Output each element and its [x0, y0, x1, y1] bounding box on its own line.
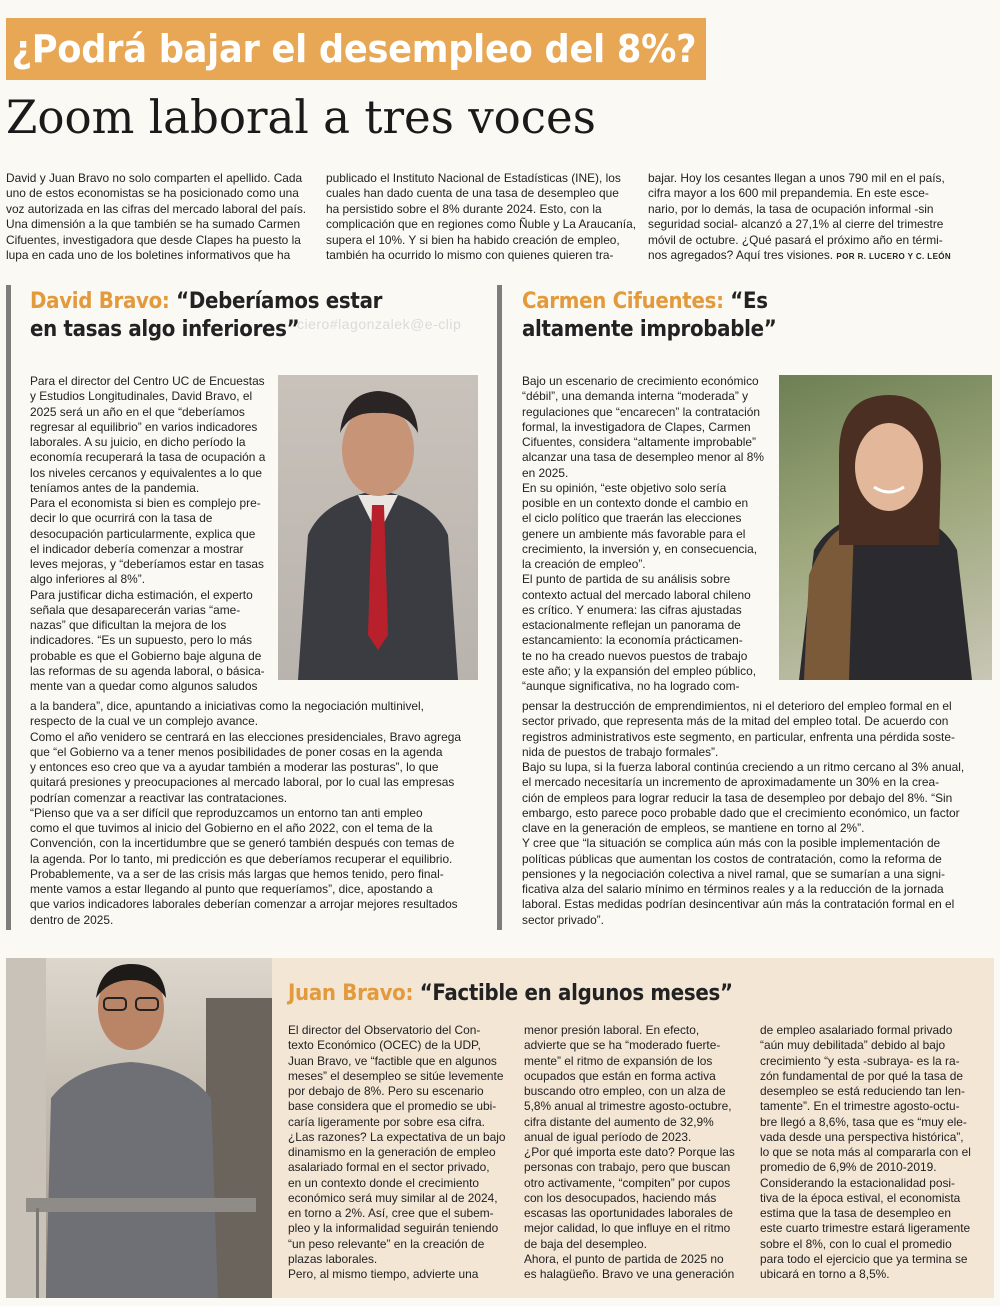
- carmen-text-wide: pensar la destrucción de emprendimientos, ni el deterioro del empleo formal en el sector privado, que representa más de la mitad del empleo total. De acuerdo con registros administrativos este segmento, en particular, enfrenta una pérdida soste- nida de puestos de trabajo formales”. Bajo su lupa, si la fuerza laboral continúa creciendo a un ritmo cercano al 3% anual, el mercado necesitaría un incremento de aproximadamente un 30% en la crea- ción de empleos para lograr reducir la tasa de desempleo por debajo del 8%. “Sin embargo, esto parece poco probable dado que el crecimiento económico, un factor clave en la generación de empleos, se mantiene en torno al 2%”. Y cree que “la situación se complica aún más con la posible implementación de políticas públicas que aumentan los costos de contratación, como la reforma de pensiones y la negociación colectiva a nivel ramal, que se sumarían a una signi- ficativa alza del salario mínimo en términos reales y a la reducción de la jornada laboral. Estas medidas podrían desincentivar aún más la contratación formal en el sector privado”.: [522, 699, 965, 927]
- carmen-name: Carmen Cifuentes:: [522, 289, 724, 314]
- juan-text-col1: El director del Observatorio del Con- texto Económico (OCEC) de la UDP, Juan Bravo, ve “factible que en algunos meses” el desempleo se sitúe levemente por debajo de 8%. Pero su escenario base considera que el promedio se ubi- caría ligeramente por sobre esa cifra. ¿Las razones? La expectativa de un bajo dinamismo en la generación de empleo asalariado formal en el sector privado, en un contexto donde el crecimiento económico será muy similar al de 2024, en torno a 2%. Así, cree que el subem- pleo y la informalidad seguirán teniendo “un peso relevante” en la creación de plazas laborales. Pero, al mismo tiempo, advierte una: [288, 1023, 506, 1281]
- carmen-text-narrow: Bajo un escenario de crecimiento económico “débil”, una demanda interna “moderada” y regulaciones que “encarecen” la contratación formal, la investigadora de Clapes, Carmen Cifuentes, considera “altamente improbable” alcanzar una tasa de desempleo menor al 8% en 2025. En su opinión, “este objetivo solo sería posible en un contexto donde el cambio en el ciclo político que traerán las elecciones genere un ambiente más favorable para el crecimiento, la inversión y, en consecuencia, la creación de empleo”. El punto de partida de su análisis sobre contexto actual del mercado laboral chileno es crítico. Y enumera: las cifras ajustadas estacionalmente reflejan un panorama de estancamiento: la economía prácticamen- te no ha creado nuevos puestos de trabajo este año; y la expansión del empleo público, “aunque significativa, no ha logrado com-: [522, 374, 764, 693]
- intro-column-1: [6, 171, 316, 263]
- intro-text-2: publicado el Instituto Nacional de Estadísticas (INE), los cuales han dado cuenta de una tasa de desempleo que ha persistido sobre el 8% durante 2024. Esto, con la complicación que en regiones como Ñuble y La Araucanía, supera el 10%. Y si bien ha habido creación de empleo, también ha ocurrido lo mismo con quienes quieren tra-: [326, 171, 637, 263]
- byline: POR R. LUCERO Y C. LEÓN: [836, 252, 952, 262]
- david-quote: “Deberíamos estar en tasas algo inferiores”: [30, 289, 383, 342]
- carmen-cifuentes-photo: [779, 375, 992, 680]
- section-rule-david: [6, 285, 11, 930]
- intro-column-3: [648, 171, 996, 264]
- section-title-david: [30, 288, 490, 344]
- kicker-banner: ¿Podrá bajar el desempleo del 8%?: [6, 18, 706, 80]
- juan-bravo-photo: [6, 958, 272, 1298]
- david-text-wide: a la bandera”, dice, apuntando a iniciativas como la negociación multinivel, respecto de la cual ve un complejo avance. Como el año venidero se centrará en las elecciones presidenciales, Bravo agrega que “el Gobierno va a tener menos posibilidades de poner cosas en la agenda y entonces eso creo que va a ayudar también a moderar las posturas”, lo que quitará presiones y preocupaciones al mercado laboral, por lo cual las empresas podrían comenzar a reactivar las contrataciones. “Pienso que va a ser difícil que reproduzcamos un entorno tan anti empleo como el que tuvimos al inicio del Gobierno en el año 2022, con el tema de la Convención, con la incertidumbre que se generó también después con temas de la agenda. Por lo tanto, mi predicción es que deberíamos recuperar el equilibrio. Probablemente, va a ser de las crisis más largas que hemos tenido, pero final- mente vamos a estar llegando al punto que requeríamos”, dice, apostando a que varios indicadores laborales deberían comenzar a arrojar mejores resultados dentro de 2025.: [30, 699, 461, 927]
- carmen-quote: “Es altamente improbable”: [522, 289, 777, 342]
- section-title-juan: [288, 980, 988, 1008]
- section-title-carmen: [522, 288, 992, 344]
- intro-text-1: David y Juan Bravo no solo comparten el apellido. Cada uno de estos economistas se ha posicionado como una voz autorizada en las cifras del mercado laboral del país. Una dimensión a la que también se ha sumado Carmen Cifuentes, investigadora que desde Clapes ha puesto la lupa en cada uno de los boletines informativos que ha: [6, 171, 307, 263]
- juan-quote: “Factible en algunos meses”: [413, 981, 733, 1006]
- juan-text-col2: menor presión laboral. En efecto, advierte que se ha “moderado fuerte- mente” el ritmo de expansión de los ocupados que están en forma activa buscando otro empleo, con un alza de 5,8% anual al trimestre agosto-octubre, cifra distante del aumento de 32,9% anual de igual período de 2023. ¿Por qué importa este dato? Porque las personas con trabajo, pero que buscan otro activamente, “compiten” por cupos con los desocupados, haciendo más escasas las oportunidades laborales de mejor calidad, lo que influye en el ritmo de baja del desempleo. Ahora, el punto de partida de 2025 no es halagüeño. Bravo ve una generación: [524, 1023, 735, 1281]
- intro-column-2: [326, 171, 636, 263]
- david-text-narrow: Para el director del Centro UC de Encuestas y Estudios Longitudinales, David Bravo, el 2025 será un año en el que “deberíamos regresar al equilibrio” en varios indicadores laborales. A su juicio, en dicho período la economía recuperará la tasa de ocupación a los niveles cercanos y equivalentes a lo que teníamos antes de la pandemia. Para el economista si bien es complejo pre- decir lo que ocurrirá con la tasa de desocupación particularmente, explica que el indicador debería comenzar a mostrar leves mejoras, y “deberíamos estar en tasas algo inferiores al 8%”. Para justificar dicha estimación, el experto señala que desaparecerán varias “ame- nazas” que dificultan la mejora de los indicadores. “Es un supuesto, pero lo más probable es que el Gobierno baje alguna de las reformas de su agenda laboral, o básica- mente van a quedar como algunos saludos: [30, 374, 266, 693]
- david-name: David Bravo:: [30, 289, 170, 314]
- juan-text-col3: de empleo asalariado formal privado “aún muy debilitada” debido al bajo crecimiento “y esta -subraya- es la ra- zón fundamental de por qué la tasa de desempleo se está reduciendo tan len- tamente”. En el trimestre agosto-octu- bre llegó a 8,6%, tasa que es “muy ele- vada desde una perspectiva histórica”, lo que se nota más al compararla con el promedio de 6,9% de 2010-2019. Considerando la estacionalidad posi- tiva de la época estival, el economista estima que la tasa de desempleo en este cuarto trimestre estará ligeramente sobre el 8%, con lo cual el promedio para todo el ejercicio que ya termina se ubicará en torno a 8,5%.: [760, 1023, 971, 1281]
- watermark: ciero#lagonzalek@e-clip: [297, 316, 462, 332]
- headline: Zoom laboral a tres voces: [6, 90, 596, 144]
- intro-text-3: bajar. Hoy los cesantes llegan a unos 790 mil en el país, cifra mayor a los 600 mil prepandemia. En este esce- nario, por lo demás, la tasa de ocupación informal -sin seguridad social- alcanzó a 27,1% al cierre del trimestre móvil de octubre. ¿Qué pasará el próximo año en térmi- nos agregados? Aquí tres visiones. POR R. LUCERO Y C. LEÓN: [648, 171, 952, 263]
- juan-name: Juan Bravo:: [288, 981, 414, 1006]
- section-rule-carmen: [497, 285, 502, 930]
- david-bravo-photo: [278, 375, 478, 680]
